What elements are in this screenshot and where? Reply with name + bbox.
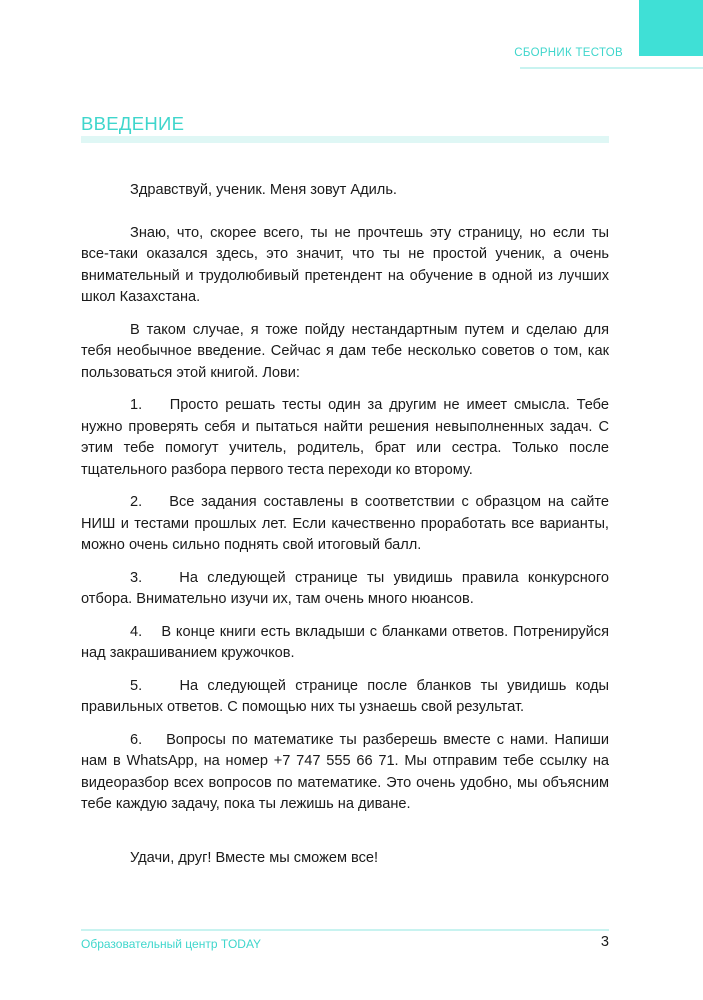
- tip-item-6: [81, 730, 609, 816]
- page-content: [81, 180, 609, 869]
- tip-number: 3.: [130, 569, 143, 586]
- farewell-paragraph: Удачи, друг! Вместе мы сможем все!: [130, 849, 379, 866]
- tip-text: Просто решать тесты один за другим не имеет смысла. Тебе нужно проверять себя и пытаться найти решения невыполненных задач. С этим тебе помогут учитель, родитель, брат или сестра. Только после тщательного разбора первого теста переходи ко второму.: [81, 397, 609, 478]
- title-underline: [81, 136, 609, 143]
- tip-text: Все задания составлены в соответствии с образцом на сайте НИШ и тестами прошлых лет. Если качественно проработать все варианты, можно очень сильно поднять свой итоговый балл.: [81, 494, 609, 553]
- tip-number: 5.: [130, 677, 143, 694]
- tip-text: В конце книги есть вкладыши с бланками ответов. Потренируйся над закрашиванием кружочков.: [81, 623, 610, 661]
- footer-org-name: Образовательный центр TODAY: [81, 937, 262, 951]
- tip-number: 2.: [130, 494, 143, 510]
- intro-paragraph-2: В таком случае, я тоже пойду нестандартным путем и сделаю для тебя необычное введение. Сейчас я дам тебе несколько советов о том, как пользоваться этой книгой. Лови:: [81, 321, 609, 381]
- page-number: 3: [600, 934, 609, 950]
- tip-text: На следующей странице ты увидишь правила конкурсного отбора. Внимательно изучи их, там очень много нюансов.: [81, 569, 609, 607]
- greeting-paragraph: Здравствуй, ученик. Меня зовут Адиль.: [130, 182, 397, 198]
- tip-item-1: [81, 395, 609, 481]
- tip-item-3: [81, 568, 609, 611]
- tip-item-4: [81, 622, 609, 665]
- tip-number: 6.: [130, 731, 143, 748]
- section-title: ВВЕДЕНИЕ: [81, 113, 185, 134]
- tip-text: Вопросы по математике ты разберешь вместе с нами. Напиши нам в WhatsApp, на номер +7 747 555 66 71. Мы отправим тебе ссылку на видеоразбор всех вопросов по математике. Это очень удобно, мы объясним тебе каждую задачу, пока ты лежишь на диване.: [81, 731, 609, 812]
- running-header: СБОРНИК ТЕСТОВ: [514, 47, 623, 59]
- intro-paragraph-1: Знаю, что, скорее всего, ты не прочтешь эту страницу, но если ты все-таки оказался здесь, это значит, что ты не простой ученик, а очень внимательный и трудолюбивый претендент на обучение в одной из лучших школ Казахстана.: [81, 224, 609, 305]
- tip-item-5: [81, 676, 609, 719]
- header-rule: [520, 67, 703, 69]
- footer-rule: [81, 929, 609, 931]
- tip-number: 4.: [130, 623, 143, 640]
- tip-number: 1.: [130, 397, 143, 413]
- tip-text: На следующей странице после бланков ты увидишь коды правильных ответов. С помощью них ты узнаешь свой результат.: [81, 677, 610, 715]
- corner-accent-block: [639, 0, 703, 56]
- tip-item-2: [81, 492, 609, 557]
